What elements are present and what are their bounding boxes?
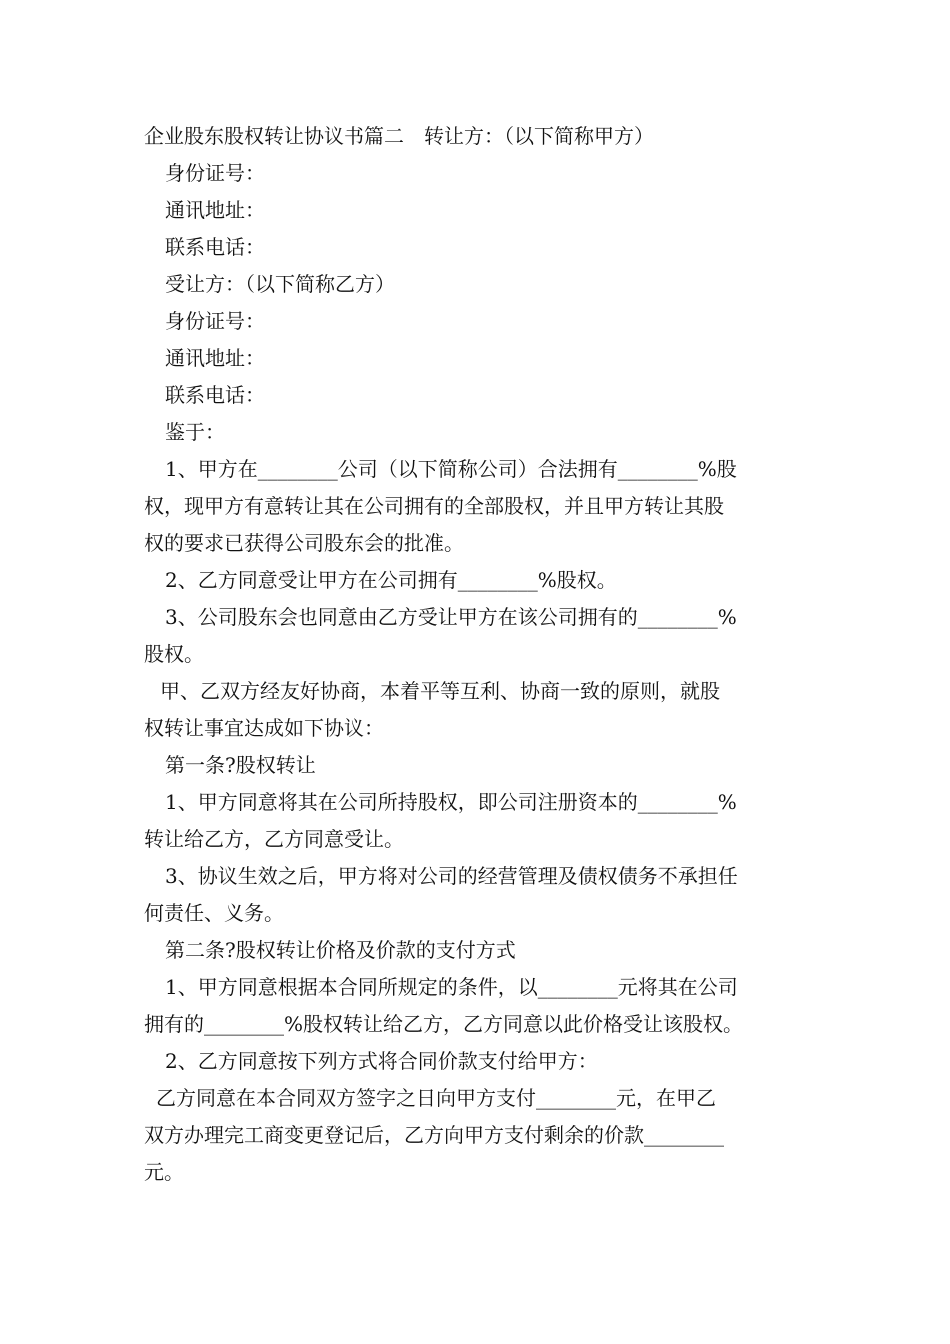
paragraph-line: 3、协议生效之后，甲方将对公司的经营管理及债权债务不承担任 [165, 864, 738, 888]
paragraph-line: 3、公司股东会也同意由乙方受让甲方在该公司拥有的________% [165, 605, 737, 629]
transferee-id-label: 身份证号： [165, 309, 265, 333]
article-2-heading: 第二条?股权转让价格及价款的支付方式 [165, 938, 516, 962]
paragraph-line: 双方办理完工商变更登记后，乙方向甲方支付剩余的价款________ [144, 1123, 724, 1147]
article-1-heading: 第一条?股权转让 [165, 753, 316, 777]
transferor-id-label: 身份证号： [165, 161, 265, 185]
paragraph-line: 1、甲方同意根据本合同所规定的条件，以________元将其在公司 [165, 975, 738, 999]
paragraph-line: 2、乙方同意按下列方式将合同价款支付给甲方： [165, 1049, 598, 1073]
paragraph-line: 甲、乙双方经友好协商，本着平等互利、协商一致的原则，就股 [160, 679, 720, 703]
paragraph-line: 转让给乙方，乙方同意受让。 [144, 827, 404, 851]
document-body [144, 118, 808, 1191]
paragraph-line: 何责任、义务。 [144, 901, 284, 925]
paragraph-line: 2、乙方同意受让甲方在公司拥有________%股权。 [165, 568, 617, 592]
transferor-address-label: 通讯地址： [165, 198, 265, 222]
paragraph-line: 乙方同意在本合同双方签字之日向甲方支付________元，在甲乙 [156, 1086, 716, 1110]
paragraph-line: 1、甲方同意将其在公司所持股权，即公司注册资本的________% [165, 790, 737, 814]
paragraph-line: 元。 [144, 1160, 184, 1184]
paragraph-line: 权转让事宜达成如下协议： [144, 716, 384, 740]
paragraph-line: 股权。 [144, 642, 204, 666]
whereas-heading: 鉴于： [165, 420, 225, 444]
title-line: 企业股东股权转让协议书篇二 转让方：（以下简称甲方） [144, 124, 654, 148]
paragraph-line: 1、甲方在________公司（以下简称公司）合法拥有________%股 [165, 457, 737, 481]
transferee-phone-label: 联系电话： [165, 383, 265, 407]
transferee-address-label: 通讯地址： [165, 346, 265, 370]
transferor-phone-label: 联系电话： [165, 235, 265, 259]
transferee-label: 受让方：（以下简称乙方） [165, 272, 395, 296]
paragraph-line: 权，现甲方有意转让其在公司拥有的全部股权，并且甲方转让其股 [144, 494, 724, 518]
paragraph-line: 拥有的________%股权转让给乙方，乙方同意以此价格受让该股权。 [144, 1012, 744, 1036]
paragraph-line: 权的要求已获得公司股东会的批准。 [144, 531, 464, 555]
